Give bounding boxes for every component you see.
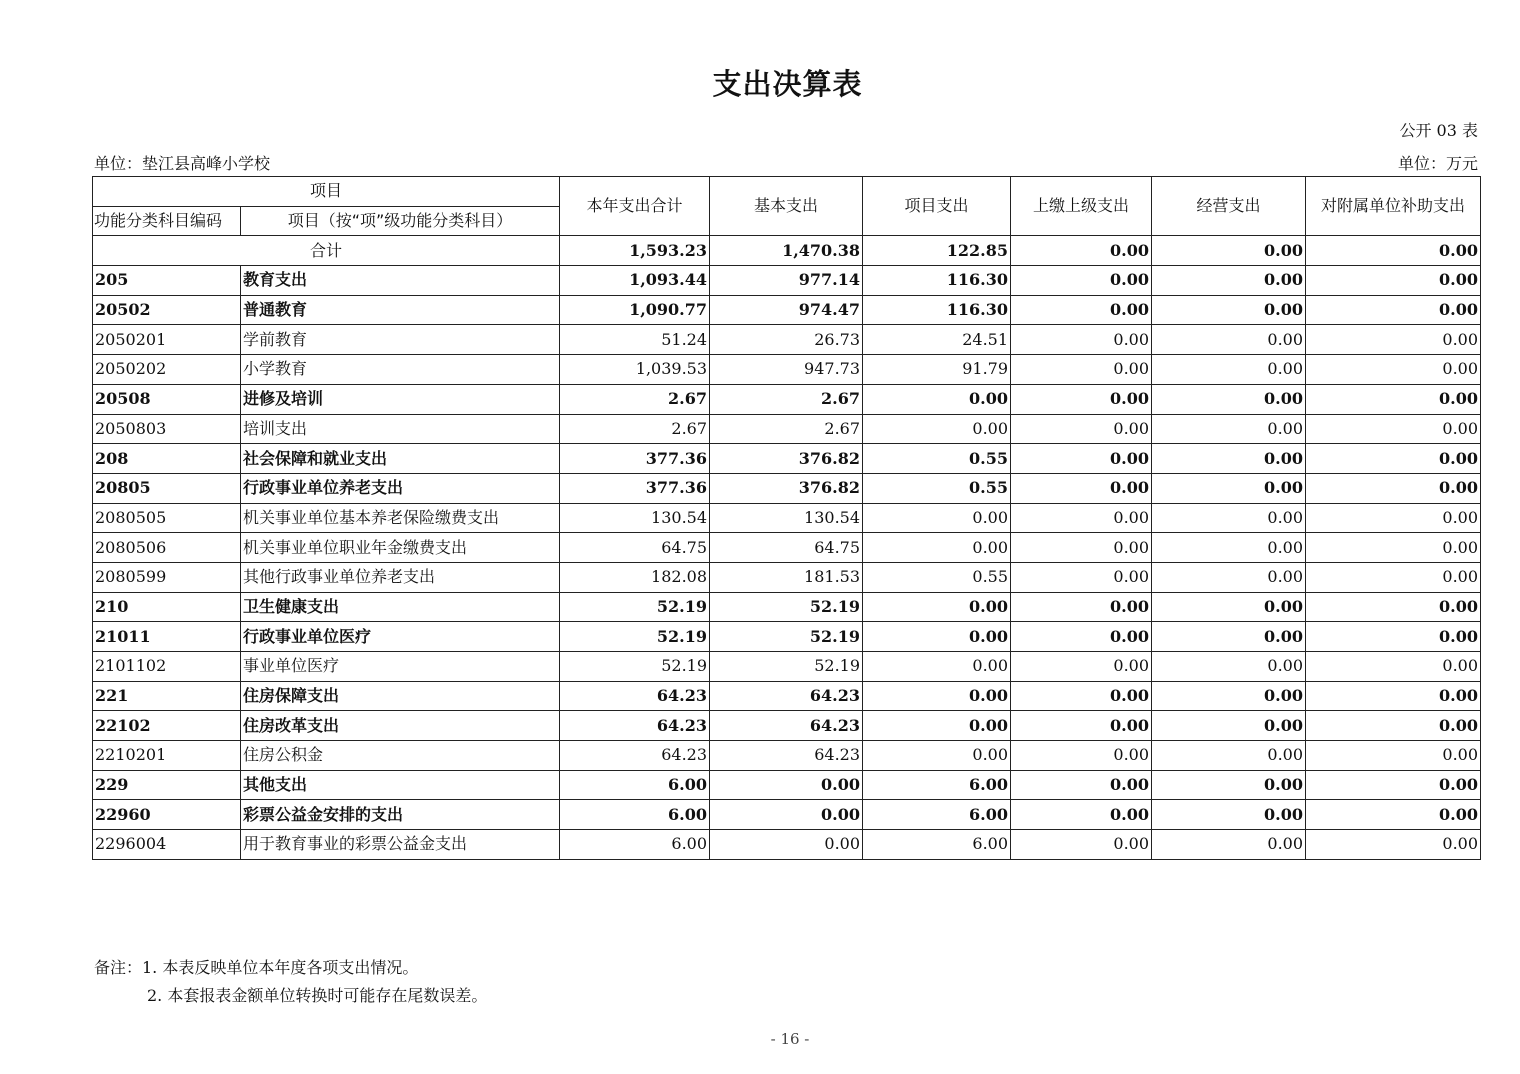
row-value: 0.00 [863, 622, 1011, 652]
table-row [93, 652, 1481, 682]
header-project: 项目 [93, 177, 560, 207]
row-value: 0.00 [1152, 770, 1306, 800]
row-value: 0.00 [1011, 800, 1152, 830]
row-value: 0.00 [1152, 295, 1306, 325]
table-row [93, 533, 1481, 563]
row-value: 0.00 [1306, 711, 1481, 741]
row-value: 0.00 [1011, 473, 1152, 503]
row-value: 0.00 [1306, 355, 1481, 385]
table-body [93, 236, 1481, 859]
unit-organization: 单位：垫江县高峰小学校 [94, 154, 271, 173]
row-code: 2210201 [93, 741, 241, 771]
row-name: 卫生健康支出 [241, 592, 560, 622]
row-value: 2.67 [560, 414, 710, 444]
header-subsidiary: 对附属单位补助支出 [1306, 177, 1481, 236]
row-value: 0.00 [1306, 830, 1481, 860]
row-value: 116.30 [863, 295, 1011, 325]
row-name: 彩票公益金安排的支出 [241, 800, 560, 830]
row-value: 0.00 [1152, 384, 1306, 414]
row-value: 0.00 [1306, 503, 1481, 533]
row-value: 0.00 [1152, 681, 1306, 711]
row-value: 0.00 [863, 681, 1011, 711]
expenditure-table [92, 176, 1481, 860]
row-value: 0.55 [863, 562, 1011, 592]
row-value: 182.08 [560, 562, 710, 592]
row-code: 2296004 [93, 830, 241, 860]
row-value: 0.00 [1152, 444, 1306, 474]
row-value: 2.67 [710, 384, 863, 414]
row-code: 20502 [93, 295, 241, 325]
row-value: 52.19 [560, 592, 710, 622]
row-value: 0.00 [1152, 652, 1306, 682]
row-name: 培训支出 [241, 414, 560, 444]
row-value: 0.00 [1152, 533, 1306, 563]
row-value: 0.00 [1011, 741, 1152, 771]
row-value: 1,093.44 [560, 266, 710, 296]
row-code: 2050803 [93, 414, 241, 444]
row-value: 1,090.77 [560, 295, 710, 325]
row-value: 2.67 [710, 414, 863, 444]
row-value: 0.00 [1152, 325, 1306, 355]
table-row [93, 384, 1481, 414]
row-value: 0.00 [1011, 622, 1152, 652]
row-code: 21011 [93, 622, 241, 652]
row-value: 116.30 [863, 266, 1011, 296]
row-value: 2.67 [560, 384, 710, 414]
header-code: 功能分类科目编码 [93, 206, 241, 236]
row-value: 64.23 [560, 741, 710, 771]
row-value: 1,039.53 [560, 355, 710, 385]
row-value: 130.54 [710, 503, 863, 533]
row-value: 0.00 [1306, 384, 1481, 414]
row-name: 其他行政事业单位养老支出 [241, 562, 560, 592]
row-value: 974.47 [710, 295, 863, 325]
row-value: 6.00 [560, 830, 710, 860]
row-value: 64.75 [710, 533, 863, 563]
total-cell: 0.00 [1011, 236, 1152, 266]
row-value: 0.00 [1011, 414, 1152, 444]
row-name: 教育支出 [241, 266, 560, 296]
row-value: 0.00 [1152, 800, 1306, 830]
row-code: 208 [93, 444, 241, 474]
row-value: 0.00 [1011, 770, 1152, 800]
row-value: 0.00 [1011, 355, 1152, 385]
row-code: 20805 [93, 473, 241, 503]
row-value: 0.00 [1011, 711, 1152, 741]
row-name: 学前教育 [241, 325, 560, 355]
row-value: 0.00 [1011, 562, 1152, 592]
total-cell: 0.00 [1306, 236, 1481, 266]
row-value: 64.23 [560, 681, 710, 711]
table-row [93, 592, 1481, 622]
row-value: 977.14 [710, 266, 863, 296]
total-cell: 122.85 [863, 236, 1011, 266]
row-value: 0.00 [1011, 266, 1152, 296]
row-value: 0.55 [863, 444, 1011, 474]
row-value: 0.00 [1306, 473, 1481, 503]
row-value: 0.00 [863, 533, 1011, 563]
row-value: 0.00 [1011, 681, 1152, 711]
total-cell: 1,470.38 [710, 236, 863, 266]
row-value: 26.73 [710, 325, 863, 355]
page-title: 支出决算表 [712, 67, 863, 101]
row-value: 0.00 [1306, 414, 1481, 444]
row-value: 0.00 [1152, 711, 1306, 741]
row-value: 0.00 [1152, 473, 1306, 503]
row-code: 210 [93, 592, 241, 622]
row-name: 社会保障和就业支出 [241, 444, 560, 474]
row-value: 24.51 [863, 325, 1011, 355]
row-value: 0.00 [1011, 503, 1152, 533]
row-name: 住房改革支出 [241, 711, 560, 741]
row-value: 0.00 [863, 652, 1011, 682]
row-value: 0.00 [1011, 444, 1152, 474]
table-row [93, 355, 1481, 385]
row-value: 0.00 [863, 592, 1011, 622]
row-name: 事业单位医疗 [241, 652, 560, 682]
row-name: 行政事业单位养老支出 [241, 473, 560, 503]
row-value: 0.00 [863, 414, 1011, 444]
table-row [93, 444, 1481, 474]
row-value: 52.19 [710, 592, 863, 622]
row-value: 130.54 [560, 503, 710, 533]
row-value: 0.00 [1306, 622, 1481, 652]
header-upper-level: 上缴上级支出 [1011, 177, 1152, 236]
row-value: 64.75 [560, 533, 710, 563]
table-row [93, 770, 1481, 800]
row-value: 0.00 [1306, 681, 1481, 711]
row-value: 64.23 [710, 711, 863, 741]
row-value: 0.55 [863, 473, 1011, 503]
table-row [93, 830, 1481, 860]
row-value: 64.23 [560, 711, 710, 741]
table-row [93, 800, 1481, 830]
row-code: 2080506 [93, 533, 241, 563]
row-value: 0.00 [1152, 562, 1306, 592]
row-value: 0.00 [1306, 266, 1481, 296]
header-basic: 基本支出 [710, 177, 863, 236]
row-code: 2080599 [93, 562, 241, 592]
row-value: 0.00 [1152, 503, 1306, 533]
row-value: 6.00 [863, 770, 1011, 800]
row-value: 0.00 [863, 384, 1011, 414]
row-value: 6.00 [863, 830, 1011, 860]
row-value: 0.00 [1306, 325, 1481, 355]
row-value: 0.00 [1011, 533, 1152, 563]
row-value: 0.00 [710, 770, 863, 800]
total-cell: 0.00 [1152, 236, 1306, 266]
table-row [93, 622, 1481, 652]
row-value: 0.00 [1152, 414, 1306, 444]
row-value: 0.00 [1011, 325, 1152, 355]
row-name: 用于教育事业的彩票公益金支出 [241, 830, 560, 860]
row-value: 0.00 [863, 503, 1011, 533]
row-name: 住房公积金 [241, 741, 560, 771]
row-value: 0.00 [863, 711, 1011, 741]
row-code: 22102 [93, 711, 241, 741]
row-name: 普通教育 [241, 295, 560, 325]
note-line-1: 备注：1. 本表反映单位本年度各项支出情况。 [94, 958, 419, 977]
table-row [93, 503, 1481, 533]
row-value: 91.79 [863, 355, 1011, 385]
row-value: 0.00 [1152, 355, 1306, 385]
row-value: 0.00 [863, 741, 1011, 771]
row-value: 64.23 [710, 681, 863, 711]
row-value: 0.00 [1152, 592, 1306, 622]
row-value: 6.00 [560, 800, 710, 830]
row-value: 0.00 [1306, 770, 1481, 800]
row-name: 机关事业单位职业年金缴费支出 [241, 533, 560, 563]
row-value: 52.19 [710, 622, 863, 652]
row-value: 0.00 [1152, 266, 1306, 296]
row-value: 6.00 [863, 800, 1011, 830]
row-value: 0.00 [1152, 741, 1306, 771]
row-code: 20508 [93, 384, 241, 414]
row-value: 0.00 [1306, 652, 1481, 682]
row-value: 0.00 [710, 800, 863, 830]
row-value: 52.19 [710, 652, 863, 682]
row-name: 进修及培训 [241, 384, 560, 414]
row-value: 0.00 [1011, 830, 1152, 860]
table-row [93, 473, 1481, 503]
row-value: 0.00 [1306, 533, 1481, 563]
row-value: 0.00 [1306, 444, 1481, 474]
row-code: 2080505 [93, 503, 241, 533]
row-value: 0.00 [1306, 800, 1481, 830]
unit-currency: 单位：万元 [1397, 154, 1478, 173]
table-row [93, 681, 1481, 711]
table-row [93, 266, 1481, 296]
row-value: 0.00 [1306, 562, 1481, 592]
row-value: 64.23 [710, 741, 863, 771]
table-row [93, 562, 1481, 592]
row-code: 2101102 [93, 652, 241, 682]
row-value: 0.00 [1306, 592, 1481, 622]
row-value: 0.00 [710, 830, 863, 860]
row-value: 51.24 [560, 325, 710, 355]
row-value: 0.00 [1306, 295, 1481, 325]
row-value: 0.00 [1011, 652, 1152, 682]
row-value: 0.00 [1152, 830, 1306, 860]
header-total: 本年支出合计 [560, 177, 710, 236]
table-row [93, 741, 1481, 771]
row-value: 0.00 [1011, 295, 1152, 325]
row-name: 行政事业单位医疗 [241, 622, 560, 652]
row-value: 377.36 [560, 473, 710, 503]
row-name: 机关事业单位基本养老保险缴费支出 [241, 503, 560, 533]
page-number: - 16 - [770, 1030, 810, 1048]
row-value: 0.00 [1306, 741, 1481, 771]
table-row [93, 325, 1481, 355]
notes [94, 954, 487, 1010]
row-code: 205 [93, 266, 241, 296]
header-project-expenditure: 项目支出 [863, 177, 1011, 236]
row-value: 376.82 [710, 473, 863, 503]
row-value: 377.36 [560, 444, 710, 474]
header-operating: 经营支出 [1152, 177, 1306, 236]
row-name: 住房保障支出 [241, 681, 560, 711]
row-code: 229 [93, 770, 241, 800]
table-row [93, 711, 1481, 741]
note-line-2: 2. 本套报表金额单位转换时可能存在尾数误差。 [147, 986, 488, 1005]
row-value: 947.73 [710, 355, 863, 385]
row-value: 376.82 [710, 444, 863, 474]
row-value: 181.53 [710, 562, 863, 592]
row-value: 52.19 [560, 652, 710, 682]
row-name: 小学教育 [241, 355, 560, 385]
table-row [93, 414, 1481, 444]
row-code: 221 [93, 681, 241, 711]
total-row [93, 236, 1481, 266]
row-value: 6.00 [560, 770, 710, 800]
form-number: 公开 03 表 [1399, 121, 1478, 140]
table-row [93, 295, 1481, 325]
row-value: 0.00 [1152, 622, 1306, 652]
header-item: 项目（按“项”级功能分类科目） [241, 206, 560, 236]
row-name: 其他支出 [241, 770, 560, 800]
row-code: 2050202 [93, 355, 241, 385]
row-code: 22960 [93, 800, 241, 830]
total-label: 合计 [93, 236, 560, 266]
row-value: 0.00 [1011, 384, 1152, 414]
row-value: 52.19 [560, 622, 710, 652]
row-code: 2050201 [93, 325, 241, 355]
total-cell: 1,593.23 [560, 236, 710, 266]
row-value: 0.00 [1011, 592, 1152, 622]
